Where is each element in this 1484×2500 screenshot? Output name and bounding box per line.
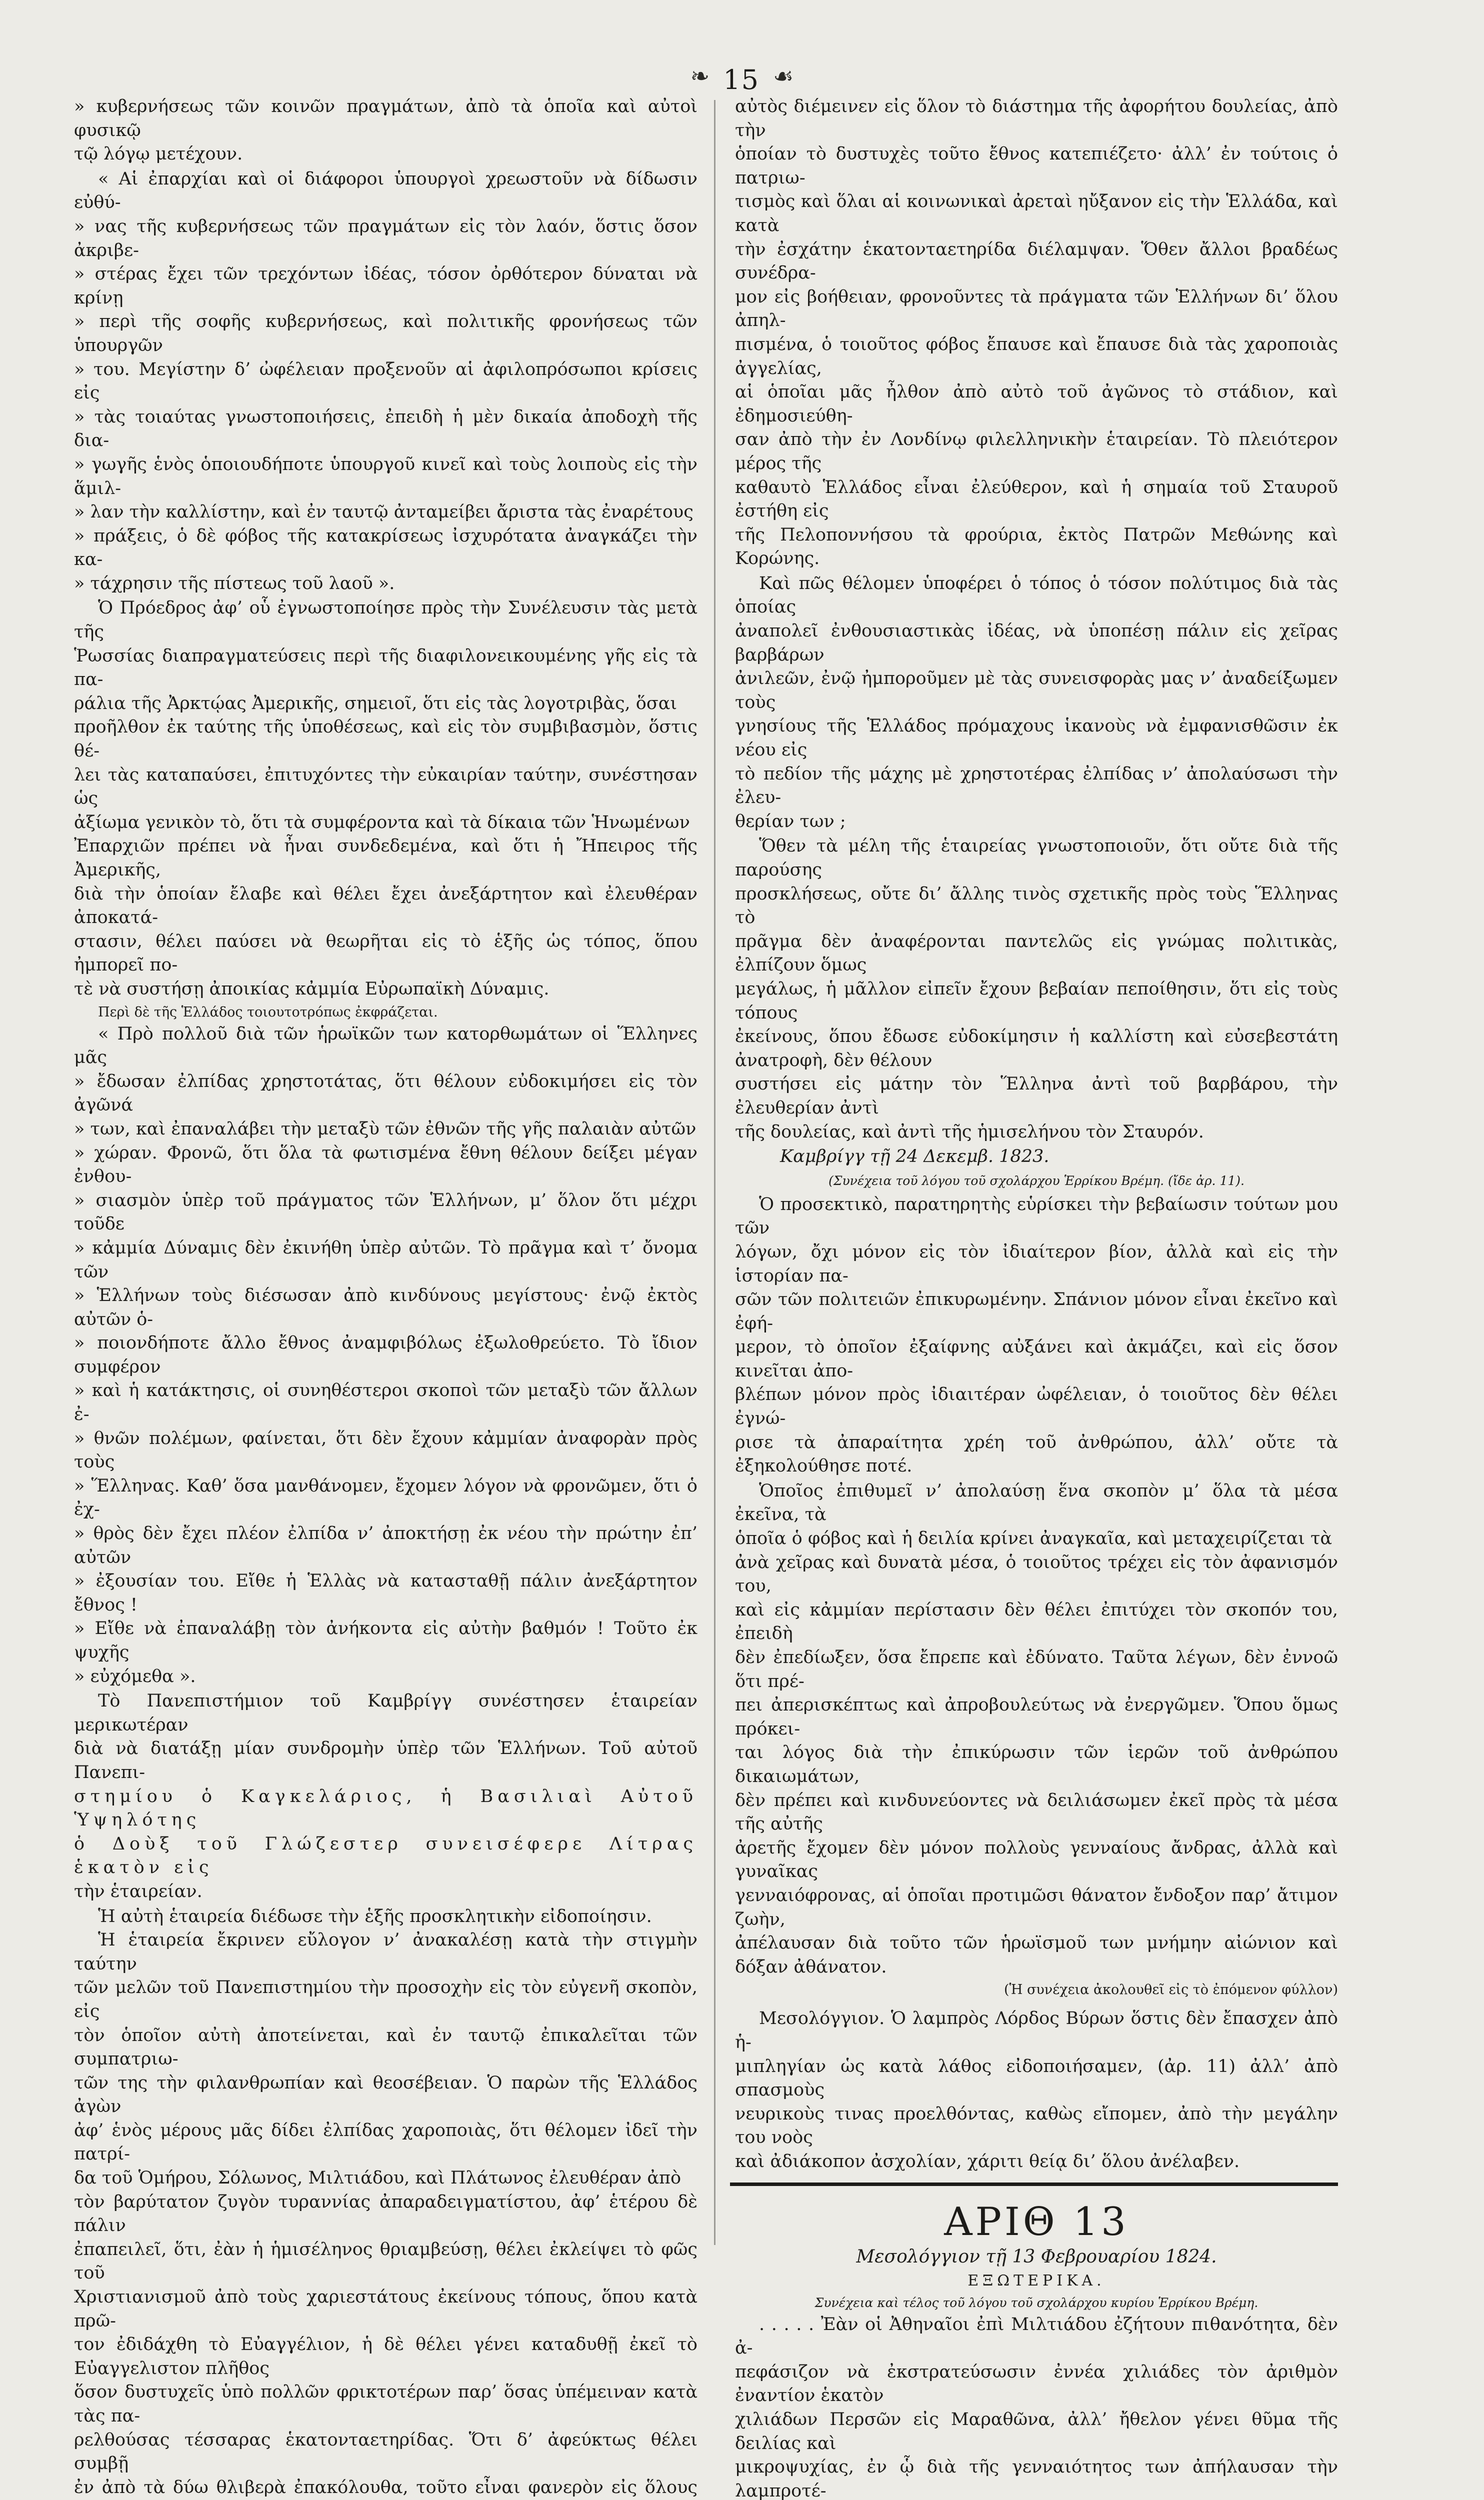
text-line: » Εἴθε νὰ ἐπαναλάβῃ τὸν ἀνήκοντα εἰς αὐτὴν βαθμόν ! Τοῦτο ἐκ ψυχῆς bbox=[74, 1618, 698, 1662]
text-line: τῶν μελῶν τοῦ Πανεπιστημίου τὴν προσοχὴν εἰς τὸν εὐγενῆ σκοπὸν, εἰς bbox=[74, 1978, 698, 2022]
text-line: τὸ πεδίον τῆς μάχης μὲ χρηστοτέρας ἐλπίδας ν’ ἀπολαύσωσι τὴν ἐλευ- bbox=[735, 764, 1338, 808]
text-line: μικροψυχίας, ἐν ᾧ διὰ τῆς γενναιότητος των ἀπήλαυσαν τὴν λαμπροτέ- bbox=[735, 2457, 1338, 2500]
text-line: ἀνιλεῶν, ἐνῷ ἠμποροῦμεν μὲ τὰς συνεισφορὰς μας ν’ ἀναδείξωμεν τοὺς bbox=[735, 668, 1338, 712]
dateline: Καμβρίγγ τῇ 24 Δεκεμβ. 1823. bbox=[780, 1146, 1050, 1167]
text-line: θερίαν των ; bbox=[735, 811, 846, 832]
text-line: » περὶ τῆς σοφῆς κυβερνήσεως, καὶ πολιτικῆς φρονήσεως τῶν ὑπουργῶν bbox=[74, 312, 698, 356]
section-heading: ΕΞΩΤΕΡΙΚΑ. bbox=[968, 2272, 1106, 2290]
text-line: τὸν ὁποῖον αὐτὴ ἀποτείνεται, καὶ ἐν ταυτῷ ἐπικαλεῖται τῶν συμπατριω- bbox=[74, 2025, 698, 2070]
text-line: » γωγῆς ἑνὸς ὁποιουδήποτε ὑπουργοῦ κινεῖ καὶ τοὺς λοιποὺς εἰς τὴν ἅμιλ- bbox=[74, 454, 698, 498]
text-line: πεφάσιζον νὰ ἐκστρατεύσωσιν ἐννέα χιλιάδες τὸν ἀριθμὸν ἐναντίον ἑκατὸν bbox=[735, 2362, 1338, 2406]
text-line: τὸν βαρύτατον ζυγὸν τυραννίας ἀπαραδειγματίστου, ἀφ’ ἑτέρου δὲ πάλιν bbox=[74, 2192, 698, 2236]
text-line: » των, καὶ ἐπαναλάβει τὴν μεταξὺ τῶν ἐθνῶν τῆς γῆς παλαιὰν αὐτῶν bbox=[74, 1118, 696, 1139]
text-line: » τὰς τοιαύτας γνωστοποιήσεις, ἐπειδὴ ἡ μὲν δικαία ἀποδοχὴ τῆς δια- bbox=[74, 406, 698, 451]
text-line: δα τοῦ Ὁμήρου, Σόλωνος, Μιλτιάδου, καὶ Πλάτωνος ἐλευθέραν ἀπὸ bbox=[74, 2168, 682, 2188]
text-line: στασιν, θέλει παύσει νὰ θεωρῆται εἰς τὸ ἑξῆς ὡς τόπος, ὅπου ἠμπορεῖ πο- bbox=[74, 931, 698, 976]
text-line: ἐπαπειλεῖ, ὅτι, ἐὰν ἡ ἡμισέληνος θριαμβεύσῃ, θέλει ἐκλείψει τὸ φῶς τοῦ bbox=[74, 2239, 698, 2284]
text-line: δὲν ἐπεδίωξεν, ὅσα ἔπρεπε καὶ ἐδύνατο. Ταῦτα λέγων, δὲν ἐννοῶ ὅτι πρέ- bbox=[735, 1648, 1338, 1692]
text-line: σαν ἀπὸ τὴν ἐν Λονδίνῳ φιλελληνικὴν ἑταιρείαν. Τὸ πλειότερον μέρος τῆς bbox=[735, 430, 1338, 474]
greece-quote bbox=[74, 1022, 698, 1689]
text-line: . . . . . Ἐὰν οἱ Ἀθηναῖοι ἐπὶ Μιλτιάδου ἐζήτουν πιθανότητα, δὲν ἀ- bbox=[735, 2314, 1338, 2358]
text-line: » θνῶν πολέμων, φαίνεται, ὅτι δὲν ἔχουν κἀμμίαν ἀναφορὰν πρὸς τοὺς bbox=[74, 1428, 698, 1472]
text-line: Τὸ Πανεπιστήμιον τοῦ Καμβρίγγ συνέστησεν ἑταιρείαν μερικωτέραν bbox=[74, 1691, 698, 1735]
issue-separator-rule bbox=[730, 2182, 1338, 2186]
text-line: ὁποῖα ὁ φόβος καὶ ἡ δειλία κρίνει ἀναγκαῖα, καὶ μεταχειρίζεται τὰ bbox=[735, 1528, 1332, 1549]
text-line: διὰ νὰ διατάξῃ μίαν συνδρομὴν ὑπὲρ τῶν Ἑλλήνων. Τοῦ αὐτοῦ Πανεπι- bbox=[74, 1738, 698, 1782]
cambridge-paragraph bbox=[74, 1690, 698, 1904]
text-line: τον ἐδιδάχθη τὸ Εὐαγγέλιον, ἡ δὲ θέλει γένει καταδυθῇ ἐκεῖ τὸ Εὐαγγελιστον πλῆθος bbox=[74, 2334, 698, 2378]
column-divider bbox=[714, 100, 716, 2245]
text-line: μερον, τὸ ὁποῖον ἐξαίφνης αὐξάνει καὶ ἀκμάζει, καὶ εἰς ὅσον κινεῖται ἀπο- bbox=[735, 1337, 1338, 1381]
text-line: συστήσει εἰς μάτην τὸν Ἕλληνα ἀντὶ τοῦ βαρβάρου, τὴν ἐλευθερίαν ἀντὶ bbox=[735, 1074, 1338, 1118]
text-line: Ἡ ἑταιρεία ἔκρινεν εὔλογον ν’ ἀνακαλέσῃ κατὰ τὴν στιγμὴν ταύτην bbox=[74, 1930, 698, 1974]
text-line: » ποιονδήποτε ἄλλο ἔθνος ἀναμφιβόλως ἐξωλοθρεύετο. Τὸ ἴδιον συμφέρον bbox=[74, 1333, 698, 1377]
text-line: ὅσον δυστυχεῖς ὑπὸ πολλῶν φρικτοτέρων παρ’ ὅσας ὑπέμειναν κατὰ τὰς πα- bbox=[74, 2382, 698, 2426]
text-line: » πράξεις, ὁ δὲ φόβος τῆς κατακρίσεως ἰσχυρότατα ἀναγκάζει τὴν κα- bbox=[74, 526, 698, 570]
text-line: » τάχρησιν τῆς πίστεως τοῦ λαοῦ ». bbox=[74, 573, 395, 594]
right-ornament-icon: ☙ bbox=[773, 62, 794, 90]
text-line: στημίου ὁ Καγκελάριος, ἡ Βασιλιαὶ Αὐτοῦ Ὑψηλότης bbox=[74, 1786, 698, 1830]
text-line: » κυβερνήσεως τῶν κοινῶν πραγμάτων, ἀπὸ τὰ ὁποῖα καὶ αὐτοὶ φυσικῷ bbox=[74, 96, 698, 140]
text-line: διὰ τὴν ὁποίαν ἔλαβε καὶ θέλει ἔχει ἀνεξάρτητον καὶ ἐλευθέραν ἀποκατά- bbox=[74, 884, 698, 928]
continuation-note: (Συνέχεια τοῦ λόγου τοῦ σχολάρχου Ἑρρίκου Βρέμη. (ἴδε ἀρ. 11). bbox=[828, 1173, 1244, 1188]
text-line: » ἔδωσαν ἐλπίδας χρηστοτάτας, ὅτι θέλουν εὐδοκιμήσει εἰς τὸν ἀγῶνά bbox=[74, 1071, 698, 1116]
text-line: πρᾶγμα δὲν ἀναφέρονται παντελῶς εἰς γνώμας πολιτικὰς, ἐλπίζουν ὅμως bbox=[735, 931, 1338, 976]
text-line: » του. Μεγίστην δ’ ὠφέλειαν προξενοῦν αἱ ἀφιλοπρόσωποι κρίσεις εἰς bbox=[74, 359, 698, 404]
text-line: ρισε τὰ ἀπαραίτητα χρέη τοῦ ἀνθρώπου, ἀλλ’ οὔτε τὰ ἐξηκολούθησε ποτέ. bbox=[735, 1432, 1338, 1476]
text-line: » καὶ ἡ κατάκτησις, οἱ συνηθέστεροι σκοποὶ τῶν μεταξὺ τῶν ἄλλων ἐ- bbox=[74, 1380, 698, 1425]
intro-text bbox=[74, 95, 698, 166]
text-line: γνησίους τῆς Ἑλλάδος πρόμαχους ἱκανοὺς νὰ ἐμφανισθῶσιν ἐκ νέου εἰς bbox=[735, 716, 1338, 760]
text-line: « Πρὸ πολλοῦ διὰ τῶν ἡρωϊκῶν των κατορθωμάτων οἱ Ἕλληνες μᾶς bbox=[74, 1024, 698, 1068]
text-line: τὴν ἐσχάτην ἑκατονταετηρίδα διέλαμψαν. Ὅθεν ἄλλοι βραδέως συνέδρα- bbox=[735, 239, 1338, 284]
text-line: Ὁ προσεκτικὸ, παρατηρητὴς εὑρίσκει τὴν βεβαίωσιν τούτων μου τῶν bbox=[735, 1194, 1338, 1238]
text-line: Ὁ Πρόεδρος ἀφ’ οὗ ἐγνωστοποίησε πρὸς τὴν Συνέλευσιν τὰς μετὰ τῆς bbox=[74, 598, 698, 642]
text-line: σῶν τῶν πολιτειῶν ἐπικυρωμένην. Σπάνιον μόνον εἶναι ἐκεῖνο καὶ ἐφή- bbox=[735, 1290, 1338, 1334]
text-line: » Ἕλληνας. Καθ’ ὅσα μανθάνομεν, ἔχομεν λόγον νὰ φρονῶμεν, ὅτι ὁ ἐχ- bbox=[74, 1476, 698, 1520]
society-paragraph bbox=[74, 1928, 698, 2500]
messolonghi-paragraph bbox=[735, 2007, 1338, 2174]
issue-date: Μεσολόγγιον τῇ 13 Φεβρουαρίου 1824. bbox=[856, 2246, 1217, 2268]
continuation-footer: (Ἡ συνέχεια ἀκολουθεῖ εἰς τὸ ἐπόμενον φύλλον) bbox=[1004, 1982, 1338, 1998]
text-line: Καὶ πῶς θέλομεν ὑποφέρει ὁ τόπος ὁ τόσον πολύτιμος διὰ τὰς ὁποίας bbox=[735, 573, 1338, 618]
text-line: αἱ ὁποῖαι μᾶς ἦλθον ἀπὸ αὐτὸ τοῦ ἀγῶνος τὸ στάδιον, καὶ ἐδημοσιεύθη- bbox=[735, 382, 1338, 426]
text-line: τῆς δουλείας, καὶ ἀντὶ τῆς ἡμισελήνου τὸν Σταυρόν. bbox=[735, 1122, 1204, 1142]
greece-note: Περὶ δὲ τῆς Ἑλλάδος τοιουτοτρόπως ἐκφράζεται. bbox=[98, 1004, 438, 1020]
text-line: » ἐξουσίαν του. Εἴθε ἡ Ἑλλὰς νὰ κατασταθῇ πάλιν ἀνεξάρτητον ἔθνος ! bbox=[74, 1571, 698, 1615]
text-line: μιπληγίαν ὡς κατὰ λάθος εἰδοποιήσαμεν, (ἀρ. 11) ἀλλ’ ἀπὸ σπασμοὺς bbox=[735, 2056, 1338, 2100]
text-line: ἀρετῆς ἔχομεν δὲν μόνον πολλοὺς γενναίους ἄνδρας, ἀλλὰ καὶ γυναῖκας bbox=[735, 1838, 1338, 1882]
text-line: ὁ Δοὺξ τοῦ Γλώζεστερ συνεισέφερε Λίτρας ἑκατὸν εἰς bbox=[74, 1834, 698, 1878]
text-line: βλέπων μόνον πρὸς ἰδιαιτέραν ὠφέλειαν, ὁ τοιοῦτος δὲν θέλει ἐγνώ- bbox=[735, 1384, 1338, 1429]
text-line: » Ἑλλήνων τοὺς διέσωσαν ἀπὸ κινδύνους μεγίστους· ἐνῷ ἐκτὸς αὐτῶν ὁ- bbox=[74, 1286, 698, 1330]
president-paragraph bbox=[74, 596, 698, 1001]
issue-number-title: ΑΡΙΘ 13 bbox=[944, 2200, 1129, 2245]
text-line: τῶν της τὴν φιλανθρωπίαν καὶ θεοσέβειαν. Ὁ παρὼν τῆς Ἑλλάδος ἀγὼν bbox=[74, 2072, 698, 2117]
text-line: ράλια τῆς Ἀρκτῴας Ἀμερικῆς, σημειοῖ, ὅτι εἰς τὰς λογοτριβὰς, ὅσαι bbox=[74, 693, 678, 714]
text-line: προῆλθον ἐκ ταύτης τῆς ὑποθέσεως, καὶ εἰς τὸν συμβιβασμὸν, ὅστις θέ- bbox=[74, 717, 698, 762]
text-line: τῷ λόγῳ μετέχουν. bbox=[74, 144, 243, 164]
text-line: Ὅθεν τὰ μέλη τῆς ἑταιρείας γνωστοποιοῦν, ὅτι οὔτε διὰ τῆς παρούσης bbox=[735, 836, 1338, 880]
liberation-paragraph bbox=[735, 95, 1338, 571]
text-line: δὲν πρέπει καὶ κινδυνεύοντες νὰ δειλιάσωμεν ἐκεῖ πρὸς τὰ μέσα τῆς αὐτῆς bbox=[735, 1790, 1338, 1834]
text-line: « Αἱ ἐπαρχίαι καὶ οἱ διάφοροι ὑπουργοὶ χρεωστοῦν νὰ δίδωσιν εὐθύ- bbox=[74, 168, 698, 213]
text-line: πισμένα, ὁ τοιοῦτος φόβος ἔπαυσε καὶ ἔπαυσε διὰ τὰς χαροποιὰς ἀγγελίας, bbox=[735, 334, 1338, 378]
text-line: » νας τῆς κυβερνήσεως τῶν πραγμάτων εἰς τὸν λαόν, ὅστις ὅσον ἀκριβε- bbox=[74, 216, 698, 260]
section-subtitle: Συνέχεια καὶ τέλος τοῦ λόγου τοῦ σχολάρχου κυρίου Ἑρρίκου Βρέμη. bbox=[814, 2295, 1258, 2310]
text-line: προσκλήσεως, οὔτε δι’ ἄλλης τινὸς σχετικῆς πρὸς τοὺς Ἕλληνας τὸ bbox=[735, 884, 1338, 928]
page-number: 15 bbox=[723, 64, 760, 96]
text-line: ἀφ’ ἑνὸς μέρους μᾶς δίδει ἐλπίδας χαροποιὰς, ὅτι θέλομεν ἰδεῖ τὴν πατρί- bbox=[74, 2120, 698, 2164]
text-line: ται λόγος διὰ τὴν ἐπικύρωσιν τῶν ἱερῶν τοῦ ἀνθρώπου δικαιωμάτων, bbox=[735, 1742, 1338, 1786]
text-line: » χώραν. Φρονῶ, ὅτι ὅλα τὰ φωτισμένα ἔθνη θέλουν δείξει μέγαν ἐνθου- bbox=[74, 1142, 698, 1187]
text-line: καὶ ἀδιάκοπον ἀσχολίαν, χάριτι θείᾳ δι’ ὅλου ἀνέλαβεν. bbox=[735, 2151, 1240, 2172]
text-line: γενναιόφρονας, αἱ ὁποῖαι προτιμῶσι θάνατον ἔνδοξον παρ’ ἄτιμον ζωὴν, bbox=[735, 1885, 1338, 1930]
text-line: πει ἀπερισκέπτως καὶ ἀπροβουλεύτως νὰ ἐνεργῶμεν. Ὅπου ὅμως πρόκει- bbox=[735, 1695, 1338, 1739]
text-line: » κἀμμία Δύναμις δὲν ἐκινήθη ὑπὲρ αὐτῶν. Τὸ πρᾶγμα καὶ τ’ ὄνομα τῶν bbox=[74, 1238, 698, 1282]
text-line: ἀνὰ χεῖρας καὶ δυνατὰ μέσα, ὁ τοιοῦτος τρέχει εἰς τὸν ἀφανισμόν του, bbox=[735, 1552, 1338, 1596]
text-line: ἐκείνους, ὅπου ἔδωσε εὐδοκίμησιν ἡ καλλίστη καὶ εὐσεβεστάτη ἀνατροφὴ, δὲν θέλουν bbox=[735, 1026, 1338, 1070]
text-line: ὁποίαν τὸ δυστυχὲς τοῦτο ἔθνος κατεπιέζετο· ἀλλ’ ἐν τούτοις ὁ πατριω- bbox=[735, 144, 1338, 188]
text-line: λόγων, ὄχι μόνον εἰς τὸν ἰδιαίτερον βίον, ἀλλὰ καὶ εἰς τὴν ἱστορίαν πα- bbox=[735, 1242, 1338, 1286]
text-line: ρελθούσας τέσσαρας ἑκατονταετηρίδας. Ὅτι δ’ ἀφεύκτως θέλει συμβῇ bbox=[74, 2430, 698, 2474]
text-line: » θρὸς δὲν ἔχει πλέον ἐλπίδα ν’ ἀποκτήσῃ ἐκ νέου τὴν πρώτην ἐπ’ αὐτῶν bbox=[74, 1524, 698, 1568]
speech-paragraph-1 bbox=[735, 1193, 1338, 1478]
text-line: λει τὰς καταπαύσει, ἐπιτυχόντες τὴν εὐκαιρίαν ταύτην, συνέστησαν ὡς bbox=[74, 764, 698, 809]
text-line: Μεσολόγγιον. Ὁ λαμπρὸς Λόρδος Βύρων ὅστις δὲν ἔπασχεν ἀπὸ ἡ- bbox=[735, 2008, 1338, 2052]
text-line: τισμὸς καὶ ὅλαι αἱ κοινωνικαὶ ἀρεταὶ ηὔξανον εἰς τὴν Ἑλλάδα, καὶ κατὰ bbox=[735, 192, 1338, 236]
right-column bbox=[735, 95, 1338, 2500]
text-line: ἐν ἀπὸ τὰ δύω θλιβερὰ ἐπακόλουθα, τοῦτο εἶναι φανερὸν εἰς ὅλους bbox=[74, 2477, 698, 2498]
text-line: νευρικοὺς τινας προελθόντας, καθὼς εἴπομεν, ἀπὸ τὴν μεγάλην του νοὸς bbox=[735, 2104, 1338, 2148]
text-line: » εὐχόμεθα ». bbox=[74, 1666, 196, 1686]
text-line: Ἐπαρχιῶν πρέπει νὰ ἦναι συνδεδεμένα, καὶ ὅτι ἡ Ἤπειρος τῆς Ἀμερικῆς, bbox=[74, 836, 698, 880]
text-line: » λαν τὴν καλλίστην, καὶ ἐν ταυτῷ ἀνταμείβει ἄριστα τὰς ἐναρέτους bbox=[74, 502, 694, 522]
text-line: Χριστιανισμοῦ ἀπὸ τοὺς χαριεστάτους ἐκείνους τόπους, ὅπου κατὰ πρῶ- bbox=[74, 2287, 698, 2331]
text-line: καὶ εἰς κἀμμίαν περίστασιν δὲν θέλει ἐπιτύχει τὸν σκοπόν του, ἐπειδὴ bbox=[735, 1600, 1338, 1644]
text-line: τὴν ἑταιρείαν. bbox=[74, 1881, 202, 1902]
speech-paragraph-2 bbox=[735, 1480, 1338, 1979]
text-line: Ῥωσσίας διαπραγματεύσεις περὶ τῆς διαφιλονεικουμένης γῆς εἰς τὰ πα- bbox=[74, 646, 698, 690]
left-ornament-icon: ❧ bbox=[690, 62, 710, 90]
text-line: ἀναπολεῖ ἐνθουσιαστικὰς ἰδέας, νὰ ὑποπέσῃ πάλιν εἰς χεῖρας βαρβάρων bbox=[735, 621, 1338, 665]
left-column bbox=[74, 95, 698, 2500]
text-line: μον εἰς βοήθειαν, φρονοῦντες τὰ πράγματα τῶν Ἑλλήνων δι’ ὅλου ἀπηλ- bbox=[735, 286, 1338, 331]
text-line: τὲ νὰ συστήσῃ ἀποικίας κἀμμία Εὐρωπαϊκὴ Δύναμις. bbox=[74, 978, 550, 999]
text-line: ἀπέλαυσαν διὰ τοῦτο τῶν ἡρωϊσμοῦ των μνήμην αἰώνιον καὶ δόξαν ἀθάνατον. bbox=[735, 1933, 1338, 1977]
text-line: καθαυτὸ Ἑλλάδος εἶναι ἐλεύθερον, καὶ ἡ σημαία τοῦ Σταυροῦ ἐστήθη εἰς bbox=[735, 477, 1338, 522]
text-line: » σιασμὸν ὑπὲρ τοῦ πράγματος τῶν Ἑλλήνων, μ’ ὅλον ὅτι μέχρι τοῦδε bbox=[74, 1190, 698, 1234]
text-line: μεγάλως, ἡ μᾶλλον εἰπεῖν ἔχουν βεβαίαν πεποίθησιν, ὅτι εἰς τοὺς τόπους bbox=[735, 978, 1338, 1023]
text-line: » στέρας ἔχει τῶν τρεχόντων ἰδέας, τόσον ὀρθότερον δύναται νὰ κρίνῃ bbox=[74, 264, 698, 308]
society-short: Ἡ αὐτὴ ἑταιρεία διέδωσε τὴν ἑξῆς προσκλητικὴν εἰδοποίησιν. bbox=[98, 1906, 652, 1926]
question-paragraph bbox=[735, 572, 1338, 834]
text-line: τῆς Πελοποννήσου τὰ φρούρια, ἐκτὸς Πατρῶν Μεθώνης καὶ Κορώνης. bbox=[735, 524, 1338, 569]
text-line: Ὁποῖος ἐπιθυμεῖ ν’ ἀπολαύσῃ ἕνα σκοπὸν μ’ ὅλα τὰ μέσα ἐκεῖνα, τὰ bbox=[735, 1480, 1338, 1525]
text-line: αὐτὸς διέμεινεν εἰς ὅλον τὸ διάστημα τῆς ἀφορήτου δουλείας, ἀπὸ τὴν bbox=[735, 96, 1338, 140]
text-line: χιλιάδων Περσῶν εἰς Μαραθῶνα, ἀλλ’ ἤθελον γένει θῦμα τῆς δειλίας καὶ bbox=[735, 2410, 1338, 2454]
members-paragraph bbox=[735, 834, 1338, 1144]
foreign-news-paragraph bbox=[735, 2313, 1338, 2500]
constitution-quote bbox=[74, 168, 698, 596]
text-line: ἀξίωμα γενικὸν τὸ, ὅτι τὰ συμφέροντα καὶ τὰ δίκαια τῶν Ἡνωμένων bbox=[74, 812, 690, 832]
